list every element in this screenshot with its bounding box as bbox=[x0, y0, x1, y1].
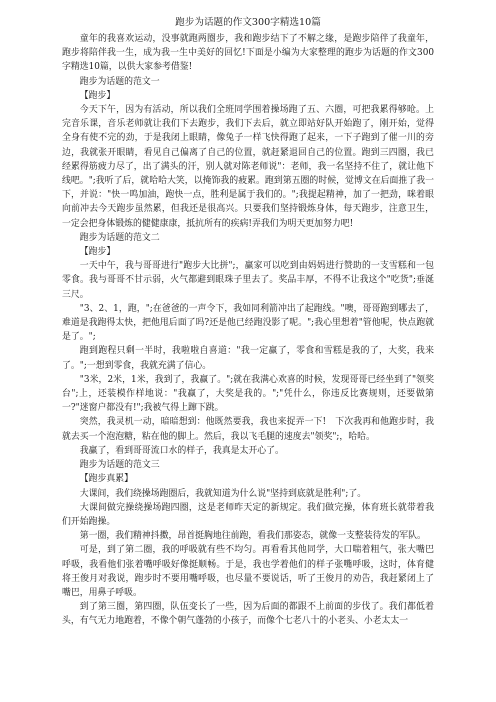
body-paragraph: 可是，到了第二圈，我的呼吸就有些不均匀。再看看其他同学，大口喘着粗气，张大嘴巴呼吸，我看他们张着嘴呼吸好像挺顺畅。于是，我也学着他们的样子张嘴呼吸，这时，体育健将王俊月对我说，跑步时不要用嘴呼吸，也尽量不要说话，听了王俊月的劝告，我赶紧闭上了嘴巴，用鼻子呼吸。 bbox=[62, 545, 434, 598]
body-paragraph: 今天下午，因为有活动，所以我们全班同学围着操场跑了五、六圈，可把我累得够呛。上完音乐课，音乐老师就让我们下去跑步，我们下去后，就立即站好队开始跑了，刚开始，觉得全身有使不完的劲，于是我闭上眼睛，像兔子一样飞快得跑了起来，一下子跑到了催一川的旁边，我就张开眼睛，看见自己偏离了自己的位置，就赶紧退回自己的位置。跑到三四圈，我已经累得筋疲力尽了，出了满头的汗，别人就对陈老师说"：老师，我一名坚持不住了，就让他下线吧。";我听了后，就哈哈大笑，以掩饰我的疲累。跑到第五圈的时候，觉博文在后面推了我一下，并说："快一鸣加油，跑快一点，胜利是属于我们的。";我提起精神，加了一把劲，咪着眼向前冲去今天跑步虽然累，但我还是很高兴。只要我们坚持锻炼身体，每天跑步，注意卫生，一定会把身体锻炼的健健康康，抵抗所有的疾病!弄我们为明天更加努力吧! bbox=[62, 105, 434, 229]
section-subtitle: 【跑步】 bbox=[79, 90, 116, 101]
section-heading: 跑步为话题的范文三 bbox=[79, 460, 160, 471]
section-heading: 跑步为话题的范文二 bbox=[79, 232, 160, 243]
body-paragraph: 一天中午，我与哥哥进行"跑步大比拼";，赢家可以吃到由妈妈进行赞助的一支雪糕和一包零食。我与哥哥不甘示弱，火气都避到眼珠子里去了。奖品丰厚，不得不让我这个"吃货";垂涎三尺。 bbox=[62, 261, 434, 300]
body-paragraph: 第一圈，我们精神抖擞，昂首挺胸地往前跑，看我们那姿态，就像一支整装待发的军队。 bbox=[79, 531, 426, 542]
section-heading: 跑步为话题的范文一 bbox=[79, 76, 160, 87]
section-subtitle: 【跑步真累】 bbox=[79, 474, 134, 485]
body-paragraph: 大课间，我们绕操场跑圈后，我就知道为什么说"坚持到底就是胜利";了。 bbox=[79, 488, 367, 499]
body-paragraph: "3、2、1，跑，";在爸爸的一声令下，我如同利箭冲出了起跑线。"噢，哥哥跑到哪去了，难道是我跑得太快，把他甩后面了吗?还是他已经跑没影了呢。";我心里想着"管他呢，快点跑就是了。"; bbox=[62, 303, 434, 343]
body-paragraph: 突然，我灵机一动，暗暗想到：他既然要我，我也来捉弄一下! 下次我再和他跑步时，我就去买一个泡泡糖，粘在他的脚上。然后，我以飞毛腿的速度去"领奖";，哈哈。 bbox=[62, 417, 434, 442]
section-subtitle: 【跑步】 bbox=[79, 247, 116, 258]
body-paragraph: 到了第三圈，第四圈，队伍变长了一些，因为后面的都跟不上前面的步伐了。我们都低着头，有气无力地跑着，不像个朝气蓬勃的小孩子，而像个七老八十的小老头、小老太太一 bbox=[62, 602, 434, 627]
body-paragraph: 我赢了，看到哥哥流口水的样子，我真是太开心了。 bbox=[79, 445, 284, 456]
intro-paragraph: 童年的我喜欢运动，没事就跑两圈步，我和跑步结下了不解之缘，是跑步陪伴了我童年，跑步将陪伴我一生，成为我一生中美好的回忆!下面是小编为大家整理的跑步为话题的作文300字精选10篇，以供大家参考借鉴! bbox=[62, 34, 434, 73]
body-paragraph: 跑到跑程只剩一半时，我啦啦自喜道："我一定赢了，零食和雪糕是我的了，大奖，我来了。";一想到零食，我就充满了信心。 bbox=[62, 346, 434, 371]
document-title: 跑步为话题的作文300字精选10篇 bbox=[175, 17, 321, 28]
body-paragraph: "3米，2米，1米，我到了，我赢了。";就在我满心欢喜的时候，发现哥哥已经坐到了"领奖台";上，还装模作样地说："我赢了，大奖是我的。";"凭什么，你违反比赛规则，还要做第一?"迷窗户都没有!";我被气得上蹿下跳。 bbox=[62, 374, 434, 414]
body-paragraph: 大课间做完操绕操场跑四圈，这是老师昨天定的新规定。我们做完操，体育班长就带着我们开始跑操。 bbox=[62, 502, 434, 527]
